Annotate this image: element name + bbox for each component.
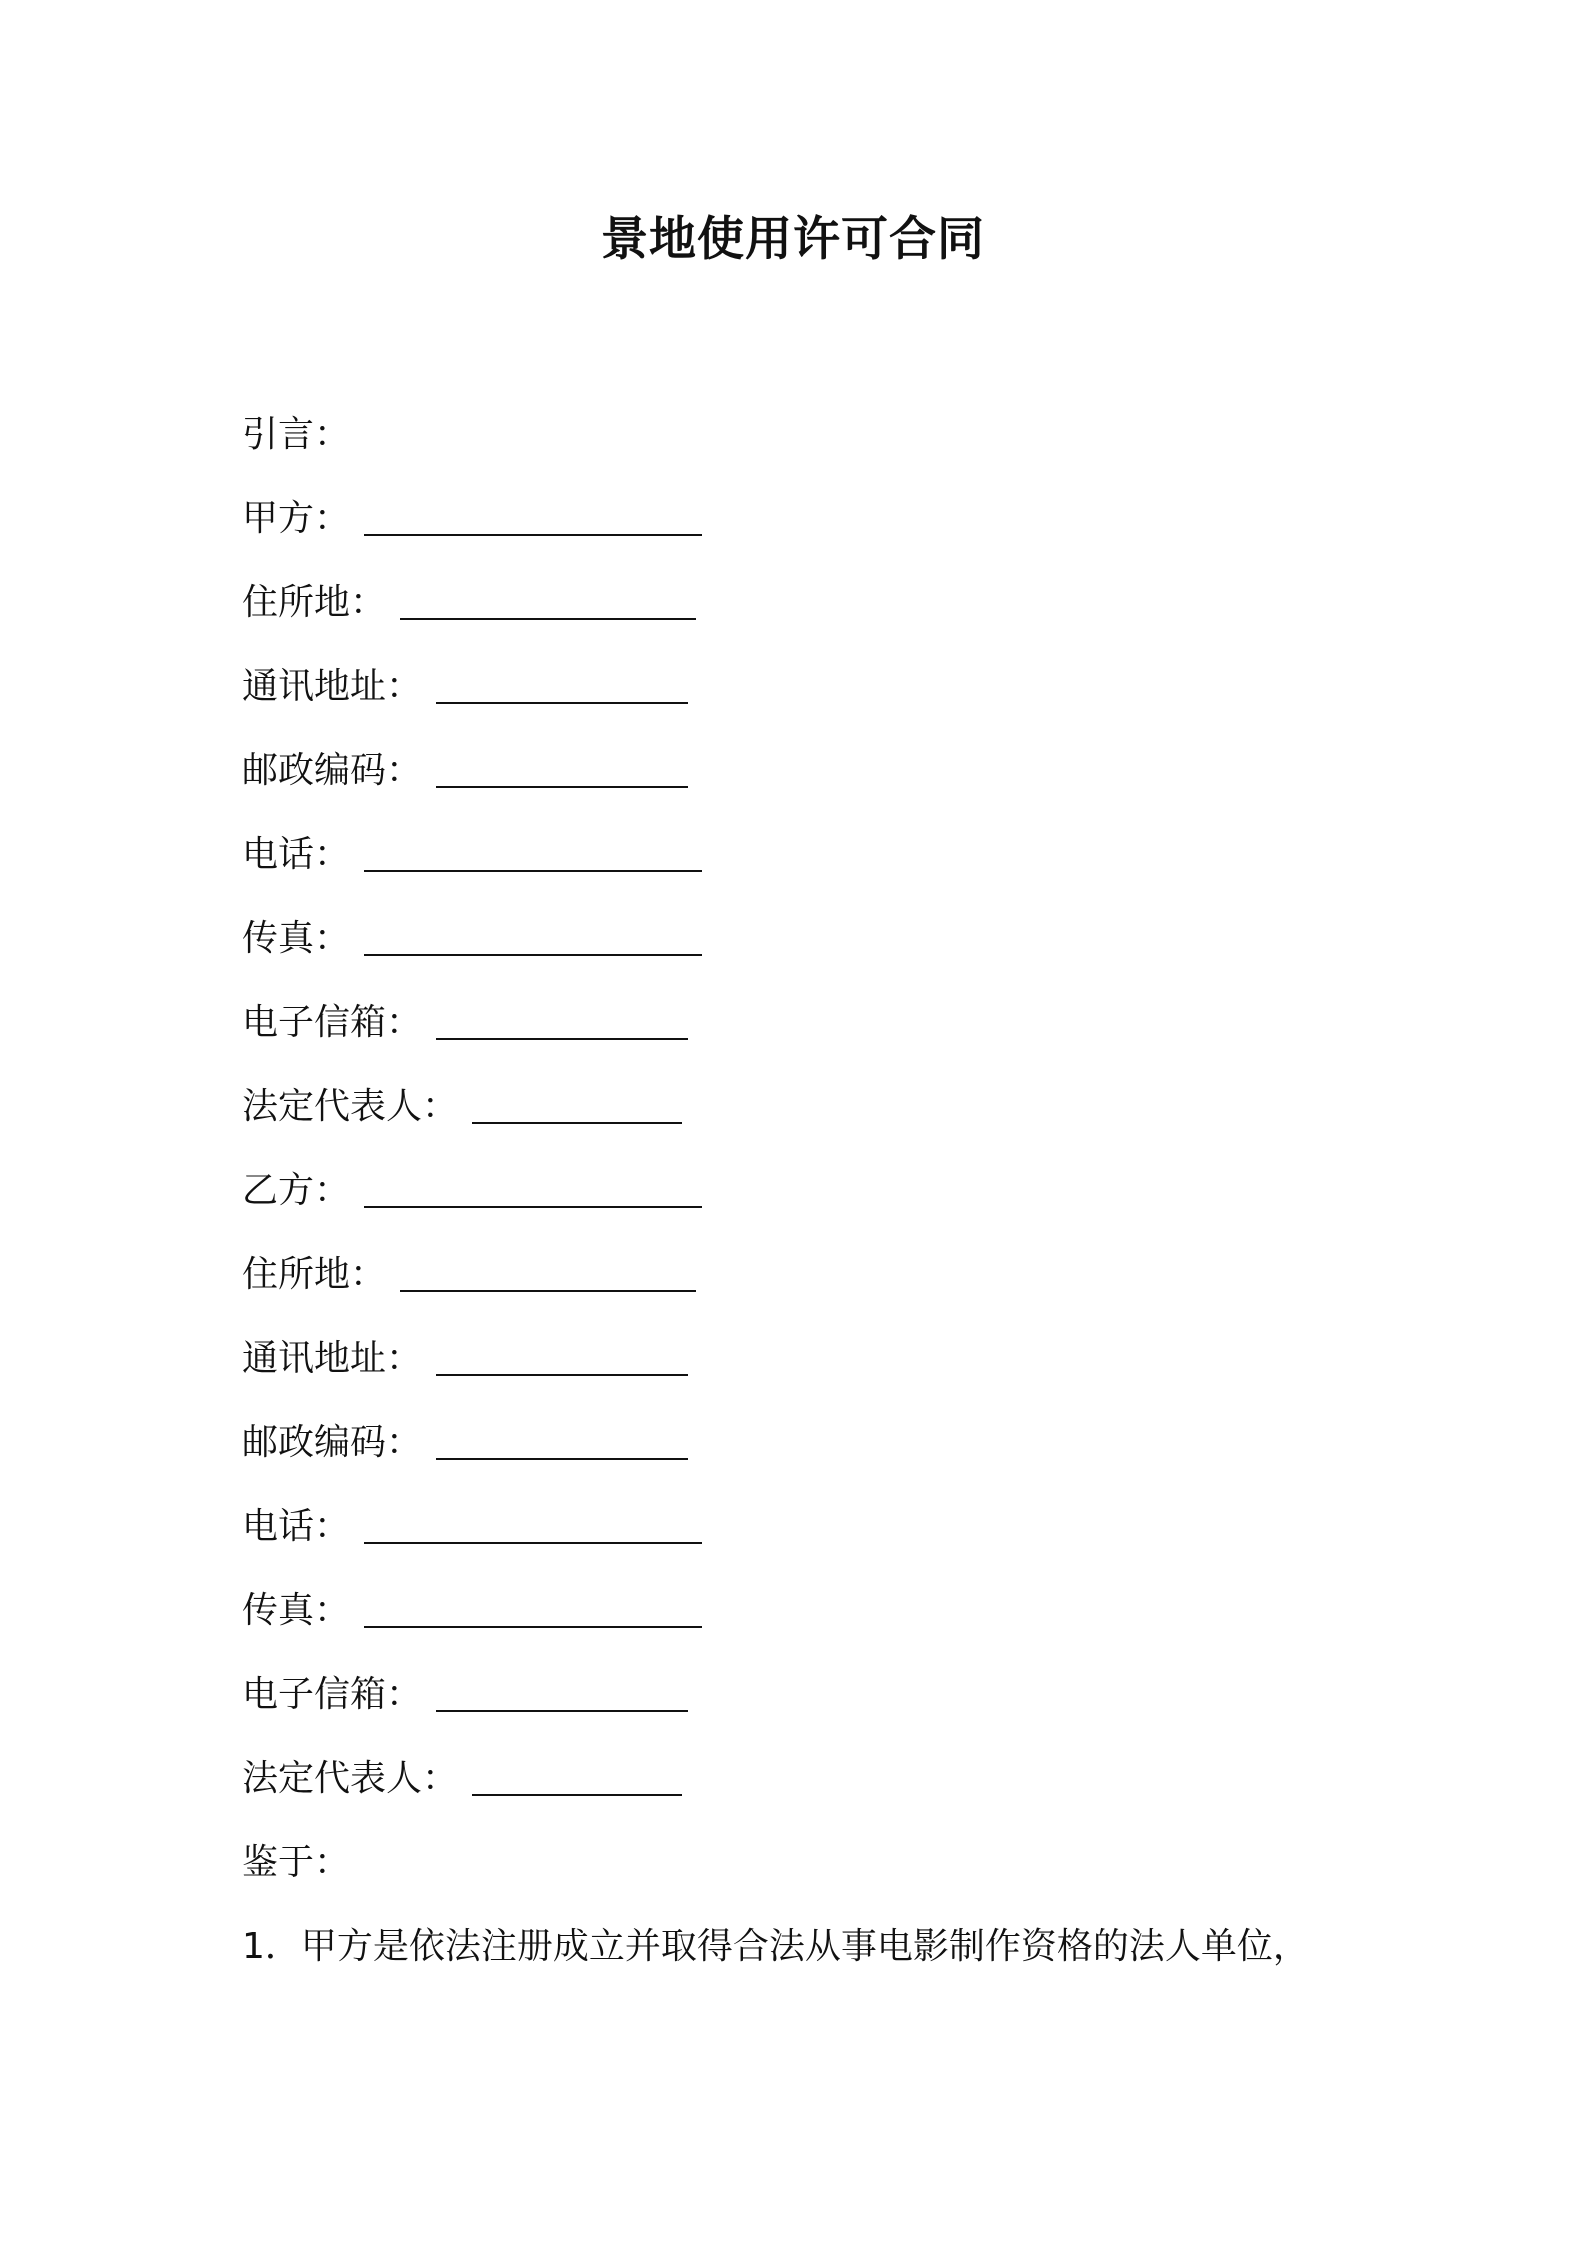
party-b-mail-address-label: 通讯地址： <box>242 1338 423 1379</box>
party-b-legal-rep-blank <box>472 1760 682 1796</box>
party-a-name-blank <box>364 500 702 536</box>
party-b-name-label: 乙方： <box>242 1170 351 1211</box>
party-b-fax-blank <box>364 1592 702 1628</box>
party-a-legal-rep-blank <box>472 1088 682 1124</box>
party-b-address-blank <box>400 1256 696 1292</box>
party-b-legal-rep-row <box>242 1754 682 1804</box>
party-b-fax-label: 传真： <box>242 1590 351 1631</box>
party-a-fax-blank <box>364 920 702 956</box>
party-a-mail-address-row <box>242 662 688 712</box>
clause-1-text: 1．甲方是依法注册成立并取得合法从事电影制作资格的法人单位， <box>242 1926 1309 1967</box>
party-a-name-row <box>242 494 702 544</box>
party-b-address-row <box>242 1250 696 1300</box>
party-a-mail-address-blank <box>436 668 688 704</box>
party-b-address-label: 住所地： <box>242 1254 387 1295</box>
party-b-phone-label: 电话： <box>242 1506 351 1547</box>
party-a-address-blank <box>400 584 696 620</box>
document-title: 景地使用许可合同 <box>601 212 985 267</box>
party-a-fax-label: 传真： <box>242 918 351 959</box>
party-b-phone-row <box>242 1502 702 1552</box>
party-b-email-blank <box>436 1676 688 1712</box>
party-a-postcode-row <box>242 746 688 796</box>
party-a-address-label: 住所地： <box>242 582 387 623</box>
party-a-phone-row <box>242 830 702 880</box>
party-a-email-row <box>242 998 688 1048</box>
party-a-fax-row <box>242 914 702 964</box>
party-a-phone-label: 电话： <box>242 834 351 875</box>
party-a-email-label: 电子信箱： <box>242 1002 423 1043</box>
intro-label: 引言： <box>242 414 351 455</box>
party-b-mail-address-row <box>242 1334 688 1384</box>
party-a-phone-blank <box>364 836 702 872</box>
party-b-legal-rep-label: 法定代表人： <box>242 1758 459 1799</box>
party-b-email-label: 电子信箱： <box>242 1674 423 1715</box>
party-b-name-blank <box>364 1172 702 1208</box>
party-a-postcode-label: 邮政编码： <box>242 750 423 791</box>
party-b-postcode-row <box>242 1418 688 1468</box>
party-b-postcode-label: 邮政编码： <box>242 1422 423 1463</box>
whereas-label: 鉴于： <box>242 1842 351 1883</box>
party-b-mail-address-blank <box>436 1340 688 1376</box>
party-b-email-row <box>242 1670 688 1720</box>
party-a-postcode-blank <box>436 752 688 788</box>
party-b-fax-row <box>242 1586 702 1636</box>
party-a-legal-rep-label: 法定代表人： <box>242 1086 459 1127</box>
party-a-legal-rep-row <box>242 1082 682 1132</box>
party-a-name-label: 甲方： <box>242 498 351 539</box>
party-a-mail-address-label: 通讯地址： <box>242 666 423 707</box>
party-b-phone-blank <box>364 1508 702 1544</box>
party-b-name-row <box>242 1166 702 1216</box>
party-a-email-blank <box>436 1004 688 1040</box>
party-b-postcode-blank <box>436 1424 688 1460</box>
party-a-address-row <box>242 578 696 628</box>
